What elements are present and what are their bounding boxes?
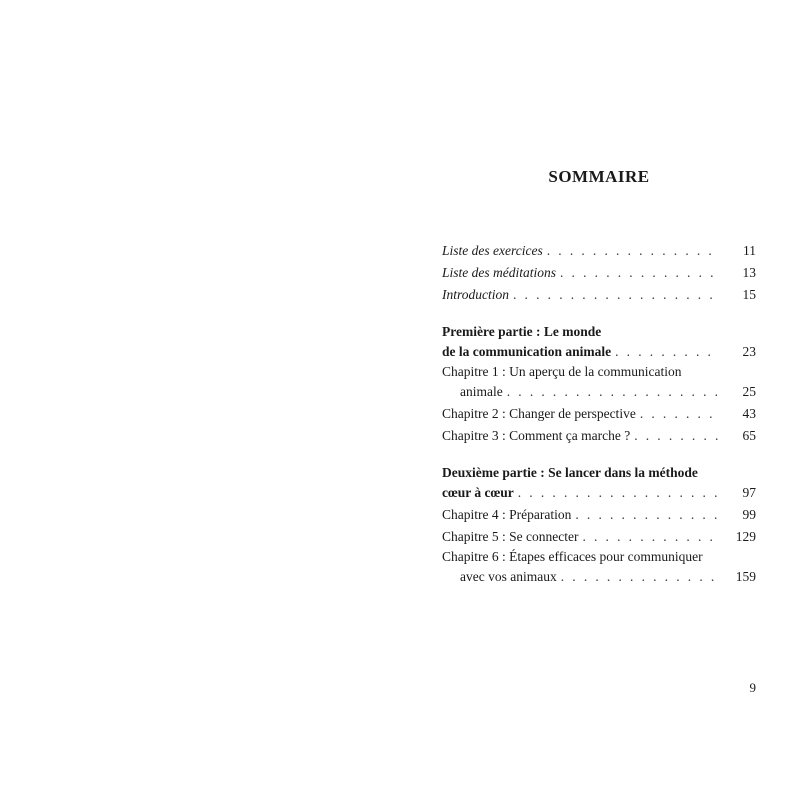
toc-entry-exercises[interactable]: [442, 240, 756, 262]
page-number: 9: [749, 680, 756, 695]
toc-entry-chapter4[interactable]: [442, 504, 756, 526]
toc-entry-page: 15: [742, 287, 756, 302]
toc-entry-page: 11: [743, 243, 756, 258]
leader-dots: [507, 381, 720, 403]
part2-heading-line1[interactable]: Deuxième partie : Se lancer dans la méthode: [442, 465, 698, 480]
page-title: SOMMAIRE: [548, 167, 650, 186]
spacer: [442, 447, 756, 464]
toc-entry-label: Chapitre 5 : Se connecter: [442, 529, 579, 544]
toc-entry-page: 129: [735, 529, 756, 544]
toc-entry-page: 13: [742, 265, 756, 280]
leader-dots: [575, 504, 720, 526]
toc-entry-introduction[interactable]: [442, 284, 756, 306]
toc-entry-chapter3[interactable]: [442, 425, 756, 447]
leader-dots: [518, 482, 720, 504]
part2-heading-line2: cœur à cœur: [442, 485, 514, 500]
leader-dots: [582, 526, 720, 548]
toc-entry-label: Liste des méditations: [442, 265, 556, 280]
toc-entry-label: Chapitre 3 : Comment ça marche ?: [442, 428, 631, 443]
spacer: [442, 306, 756, 323]
leader-dots: [634, 425, 720, 447]
toc-entry-page: 159: [735, 569, 756, 584]
toc-entry-label: Liste des exercices: [442, 243, 543, 258]
chapter1-line1[interactable]: Chapitre 1 : Un aperçu de la communication: [442, 364, 682, 379]
toc-entry-page: 97: [742, 485, 756, 500]
toc-entry-page: 25: [742, 384, 756, 399]
leader-dots: [640, 403, 720, 425]
toc-entry-label: Introduction: [442, 287, 509, 302]
leader-dots: [513, 284, 720, 306]
chapter1-line2: animale: [460, 384, 503, 399]
part1-heading-line1[interactable]: Première partie : Le monde: [442, 324, 602, 339]
leader-dots: [547, 240, 720, 262]
toc-entry-part1[interactable]: [442, 341, 756, 363]
chapter6-line1[interactable]: Chapitre 6 : Étapes efficaces pour communiquer: [442, 549, 703, 564]
toc-entry-chapter2[interactable]: [442, 403, 756, 425]
toc-entry-page: 43: [742, 406, 756, 421]
toc-entry-part2[interactable]: [442, 482, 756, 504]
leader-dots: [615, 341, 720, 363]
toc-entry-chapter5[interactable]: [442, 526, 756, 548]
toc-entry-page: 23: [742, 344, 756, 359]
toc-entry-label: Chapitre 2 : Changer de perspective: [442, 406, 636, 421]
toc-entry-label: Chapitre 4 : Préparation: [442, 507, 572, 522]
toc-entry-chapter6[interactable]: [442, 566, 756, 588]
toc-entry-page: 99: [742, 507, 756, 522]
table-of-contents: [442, 240, 756, 588]
leader-dots: [561, 566, 720, 588]
chapter6-line2: avec vos animaux: [460, 569, 557, 584]
leader-dots: [560, 262, 720, 284]
toc-entry-meditations[interactable]: [442, 262, 756, 284]
part1-heading-line2: de la communication animale: [442, 344, 612, 359]
toc-entry-page: 65: [742, 428, 756, 443]
toc-entry-chapter1[interactable]: [442, 381, 756, 403]
